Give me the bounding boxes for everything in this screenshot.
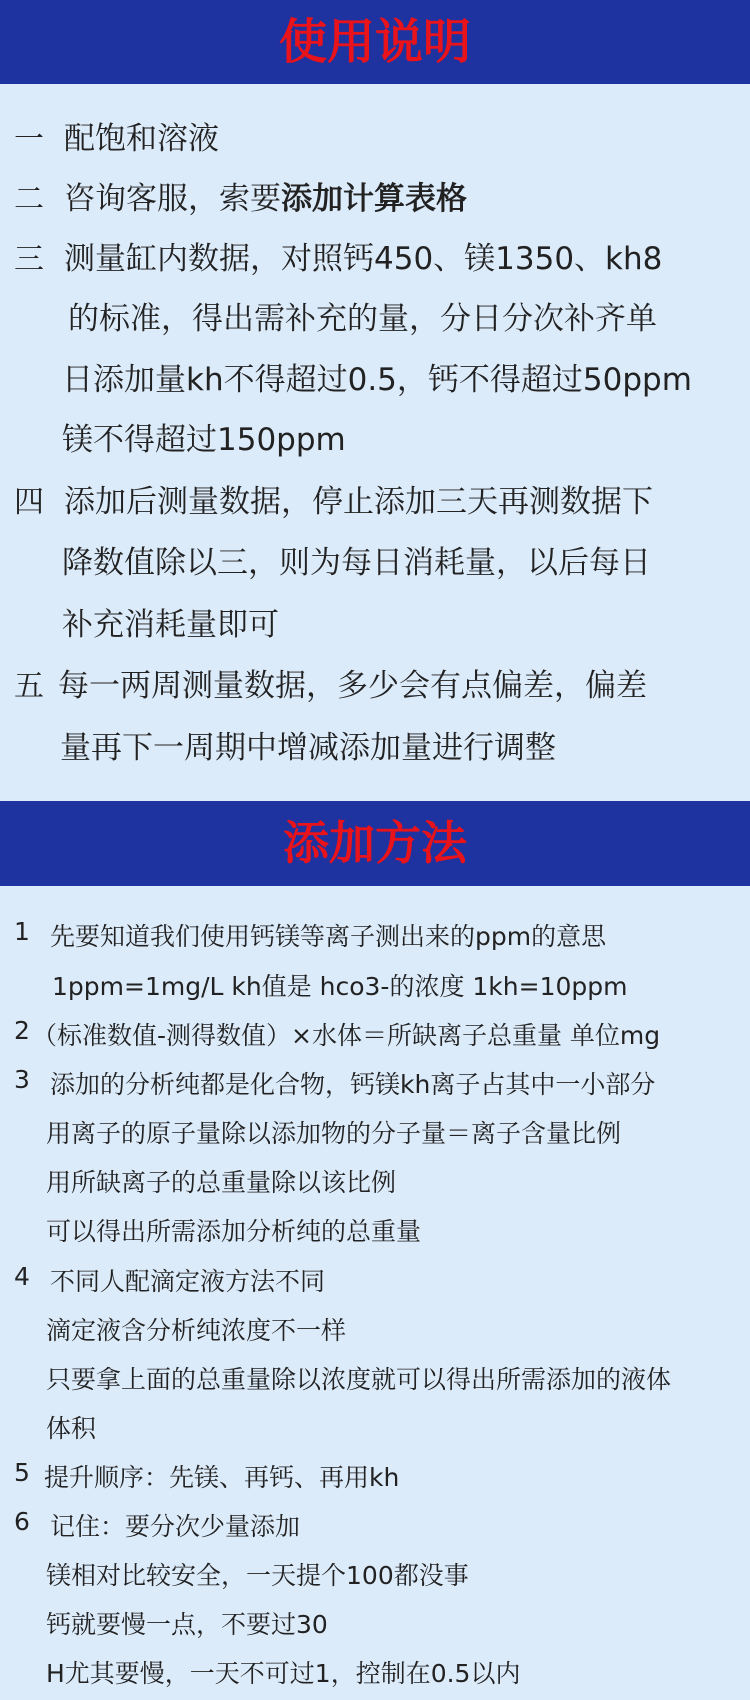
adding-method <box>0 886 750 1700</box>
calc-table-highlight: 添加计算表格 <box>281 181 467 217</box>
item-number: 3 <box>14 1065 30 1094</box>
item-text: 记住：要分次少量添加 <box>50 1512 301 1541</box>
item-text: 体积 <box>46 1414 97 1443</box>
item-text <box>64 173 467 218</box>
item-text: 1ppm=1mg/L kh值是 hco3-的浓度 1kh=10ppm <box>52 972 628 1001</box>
item-text: 滴定液含分析纯浓度不一样 <box>46 1316 347 1345</box>
item-text: 钙就要慢一点，不要过30 <box>46 1610 328 1639</box>
item-number: 5 <box>14 1458 30 1487</box>
item-text-prefix: 咨询客服，索要 <box>64 181 281 217</box>
item-number: 4 <box>14 1262 30 1291</box>
item-text: 只要拿上面的总重量除以浓度就可以得出所需添加的液体 <box>46 1365 672 1394</box>
item-text: 配饱和溶液 <box>64 121 219 157</box>
item-text: H尤其要慢，一天不可过1，控制在0.5以内 <box>46 1659 521 1688</box>
item-text: 提升顺序：先镁、再钙、再用kh <box>44 1463 400 1492</box>
item-text: 补充消耗量即可 <box>62 607 279 643</box>
item-number: 四 <box>14 485 44 520</box>
item-text: 每一两周测量数据，多少会有点偏差，偏差 <box>58 668 647 704</box>
item-text: 镁不得超过150ppm <box>62 422 346 458</box>
item-text: 用所缺离子的总重量除以该比例 <box>46 1168 397 1197</box>
item-text: 添加的分析纯都是化合物，钙镁kh离子占其中一小部分 <box>50 1070 656 1099</box>
section2-title: 添加方法 <box>0 801 750 886</box>
item-text: 降数值除以三，则为每日消耗量，以后每日 <box>62 545 651 581</box>
item-text: 添加后测量数据，停止添加三天再测数据下 <box>64 484 653 520</box>
item-text: 量再下一周期中增减添加量进行调整 <box>60 730 556 766</box>
item-number: 三 <box>14 242 44 277</box>
item-number: 2 <box>14 1016 30 1045</box>
item-text: 的标准，得出需补充的量，分日分次补齐单 <box>68 301 657 337</box>
item-number: 一 <box>14 122 44 157</box>
item-text: 先要知道我们使用钙镁等离子测出来的ppm的意思 <box>50 922 607 951</box>
item-text: 测量缸内数据，对照钙450、镁1350、kh8 <box>64 241 663 277</box>
item-number: 1 <box>14 917 30 946</box>
item-text: 不同人配滴定液方法不同 <box>50 1267 326 1296</box>
section1-title: 使用说明 <box>0 0 750 84</box>
item-text: 可以得出所需添加分析纯的总重量 <box>46 1217 422 1246</box>
item-text: （标准数值-测得数值）×水体＝所缺离子总重量 单位mg <box>32 1021 661 1050</box>
item-text: 用离子的原子量除以添加物的分子量＝离子含量比例 <box>46 1119 622 1148</box>
usage-instructions <box>0 84 750 801</box>
item-text: 日添加量kh不得超过0.5，钙不得超过50ppm <box>62 362 692 398</box>
item-number: 五 <box>14 669 44 704</box>
item-text: 镁相对比较安全，一天提个100都没事 <box>46 1561 469 1590</box>
item-number: 二 <box>14 182 44 217</box>
item-number: 6 <box>14 1507 30 1536</box>
